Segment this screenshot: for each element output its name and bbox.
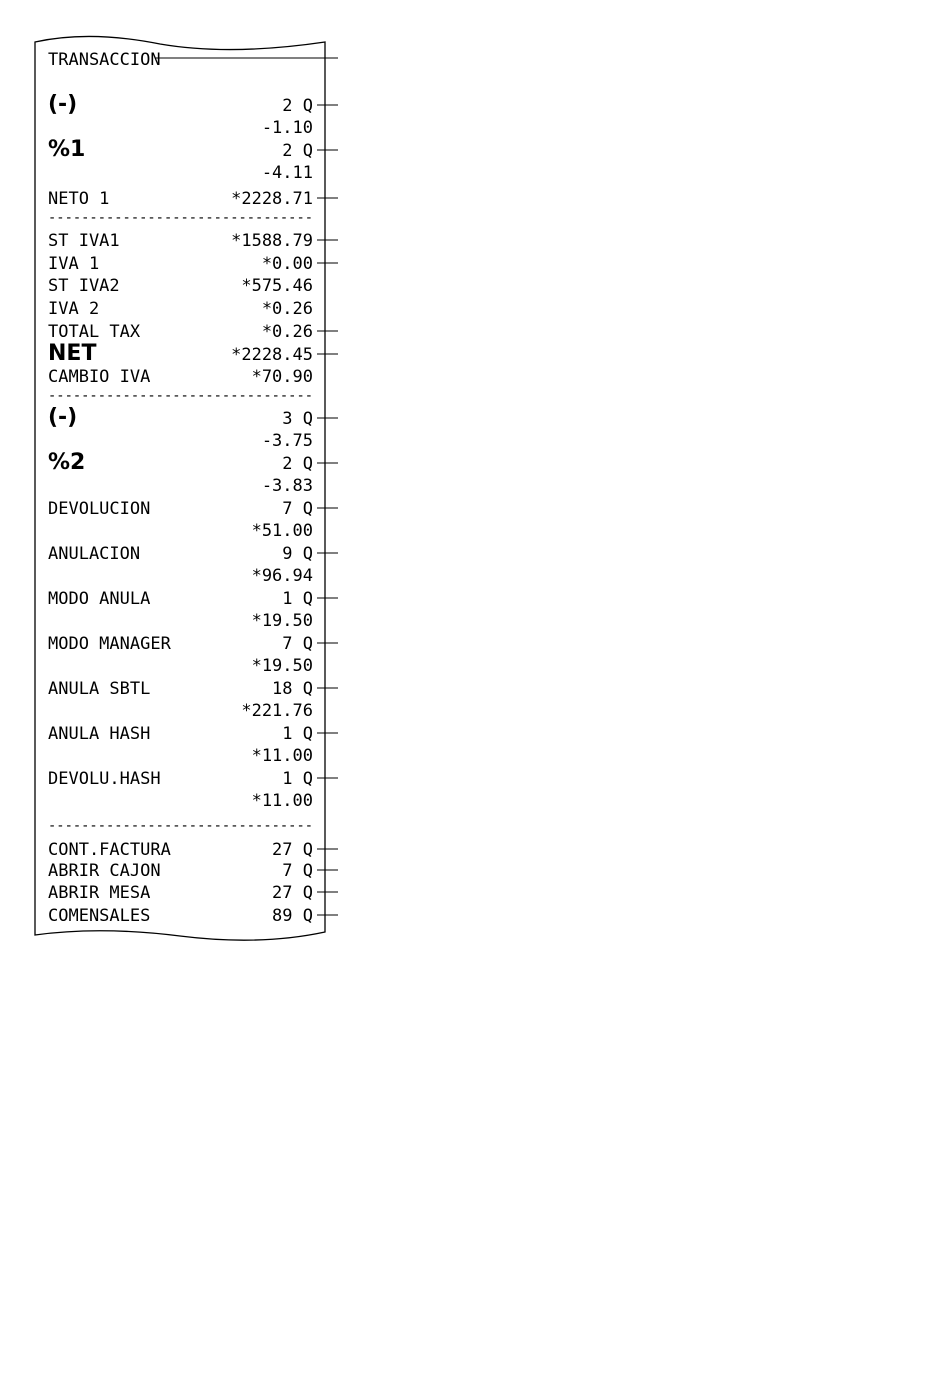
line-label: ABRIR CAJON: [48, 861, 161, 881]
separator-line: --------------------------------: [48, 818, 313, 834]
line-label: TOTAL TAX: [48, 322, 141, 342]
line-value: 27 Q: [272, 840, 313, 860]
line-value: *575.46: [241, 276, 313, 296]
line-value: 2 Q: [282, 454, 313, 474]
line-label: (-): [48, 405, 78, 430]
line-value: -1.10: [261, 118, 313, 138]
receipt-title: TRANSACCION: [48, 50, 161, 70]
line-value: 1 Q: [282, 724, 313, 744]
line-value: *0.26: [261, 299, 313, 319]
line-value: 1 Q: [282, 769, 313, 789]
line-value: 7 Q: [282, 861, 313, 881]
line-label: IVA 1: [48, 254, 100, 274]
line-value: *96.94: [251, 566, 313, 586]
line-label: ST IVA2: [48, 276, 120, 296]
line-value: 7 Q: [282, 499, 313, 519]
line-label: DEVOLUCION: [48, 499, 151, 519]
line-value: *11.00: [251, 746, 313, 766]
line-value: 7 Q: [282, 634, 313, 654]
line-label: IVA 2: [48, 299, 100, 319]
line-value: *19.50: [251, 611, 313, 631]
line-value: 1 Q: [282, 589, 313, 609]
line-label: NET: [48, 341, 97, 366]
separator-line: --------------------------------: [48, 388, 313, 404]
line-label: CAMBIO IVA: [48, 367, 151, 387]
line-label: CONT.FACTURA: [48, 840, 171, 860]
line-value: 27 Q: [272, 883, 313, 903]
line-label: MODO ANULA: [48, 589, 151, 609]
line-label: ABRIR MESA: [48, 883, 151, 903]
line-value: 9 Q: [282, 544, 313, 564]
line-value: 2 Q: [282, 141, 313, 161]
line-value: -4.11: [261, 163, 313, 183]
line-label: ANULA HASH: [48, 724, 151, 744]
line-value: *1588.79: [231, 231, 313, 251]
line-value: *0.00: [261, 254, 313, 274]
line-label: %2: [48, 450, 86, 475]
line-value: *0.26: [261, 322, 313, 342]
line-value: -3.75: [261, 431, 313, 451]
line-label: %1: [48, 137, 86, 162]
line-label: COMENSALES: [48, 906, 151, 926]
line-value: *2228.45: [231, 345, 313, 365]
line-value: 89 Q: [272, 906, 313, 926]
line-value: 3 Q: [282, 409, 313, 429]
line-value: 2 Q: [282, 96, 313, 116]
line-value: *11.00: [251, 791, 313, 811]
line-value: *221.76: [241, 701, 313, 721]
line-label: ST IVA1: [48, 231, 120, 251]
line-label: ANULA SBTL: [48, 679, 151, 699]
line-value: *51.00: [251, 521, 313, 541]
line-label: DEVOLU.HASH: [48, 769, 161, 789]
line-value: -3.83: [261, 476, 313, 496]
line-value: *2228.71: [231, 189, 313, 209]
line-label: ANULACION: [48, 544, 141, 564]
separator-line: --------------------------------: [48, 210, 313, 226]
line-label: (-): [48, 92, 78, 117]
line-value: *70.90: [251, 367, 313, 387]
line-value: 18 Q: [272, 679, 313, 699]
line-label: NETO 1: [48, 189, 110, 209]
line-label: MODO MANAGER: [48, 634, 171, 654]
line-value: *19.50: [251, 656, 313, 676]
